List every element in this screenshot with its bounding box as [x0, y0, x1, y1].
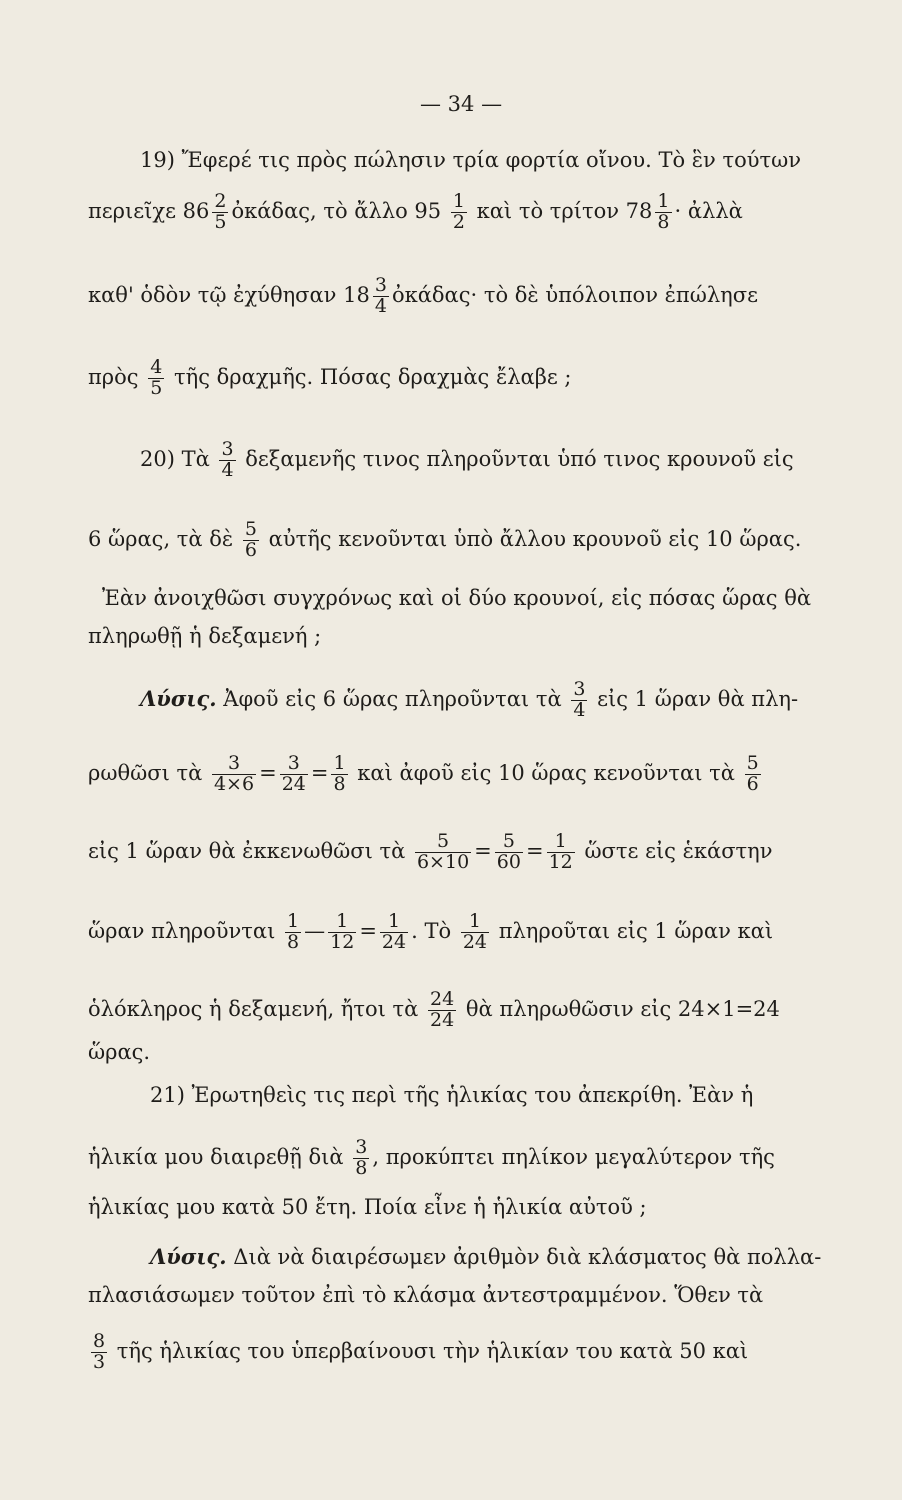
- solution-20-line-2: ρωθῶσι τὰ $\frac{3}{4\times 6}$ = $\frac{3}{24}$ = $\frac{1}{8}$ καὶ ἀφοῦ εἰς 10 ὥρας κενοῦνται τὰ $\frac{5}{6}$: [88, 752, 759, 795]
- fraction: $\frac{2}{5}$: [214, 190, 227, 233]
- solution-21-line-2: πλασιάσωμεν τοῦτον ἐπὶ τὸ κλάσμα ἀντεστραμμένον. Ὅθεν τὰ: [88, 1283, 764, 1307]
- fraction: $\frac{1}{12}$: [330, 910, 355, 953]
- solution-20-line-6: ὥρας.: [88, 1040, 151, 1064]
- problem-21-line-1: 21) Ἐρωτηθεὶς τις περὶ τῆς ἡλικίας του ἀπεκρίθη. Ἐὰν ἡ: [150, 1083, 754, 1107]
- fraction: $\frac{3}{4\times 6}$: [213, 752, 255, 795]
- fraction: $\frac{5}{6}$: [746, 752, 759, 795]
- fraction: $\frac{3}{4}$: [573, 678, 586, 721]
- fraction: $\frac{1}{24}$: [462, 910, 487, 953]
- solution-label: Λύσις.: [150, 1244, 227, 1269]
- fraction: $\frac{1}{8}$: [657, 190, 670, 233]
- problem-19-line-2: περιεῖχε 86 $\frac{2}{5}$ ὀκάδας, τὸ ἄλλο 95 $\frac{1}{2}$ καὶ τὸ τρίτον 78 $\frac{1}{8}$ · ἀλλὰ: [88, 190, 743, 233]
- fraction: $\frac{5}{6}$: [244, 518, 257, 561]
- problem-21-line-2: ἡλικία μου διαιρεθῇ διὰ $\frac{3}{8}$ , προκύπτει πηλίκον μεγαλύτερον τῆς: [88, 1136, 775, 1179]
- problem-21-line-3: ἡλικίας μου κατὰ 50 ἔτη. Ποία εἶνε ἡ ἡλικία αὐτοῦ ;: [88, 1195, 647, 1219]
- fraction: $\frac{1}{12}$: [548, 830, 573, 873]
- fraction: $\frac{1}{8}$: [333, 752, 346, 795]
- problem-20-line-1: 20) Τὰ $\frac{3}{4}$ δεξαμενῆς τινος πληροῦνται ὑπό τινος κρουνοῦ εἰς: [140, 438, 794, 481]
- solution-20-line-4: ὥραν πληροῦνται $\frac{1}{8}$ — $\frac{1}{12}$ = $\frac{1}{24}$ . Τὸ $\frac{1}{24}$ πληροῦται εἰς 1 ὥραν καὶ: [88, 910, 774, 953]
- fraction: $\frac{5}{6\times 10}$: [416, 830, 470, 873]
- fraction: $\frac{1}{24}$: [381, 910, 407, 953]
- fraction: $\frac{3}{4}$: [374, 274, 387, 317]
- problem-19-line-4: πρὸς $\frac{4}{5}$ τῆς δραχμῆς. Πόσας δραχμὰς ἔλαβε ;: [88, 356, 572, 399]
- fraction: $\frac{5}{60}$: [496, 830, 521, 873]
- solution-21-line-3: $\frac{8}{3}$ τῆς ἡλικίας του ὑπερβαίνουσι τὴν ἡλικίαν του κατὰ 50 καὶ: [93, 1330, 749, 1373]
- fraction: $\frac{3}{4}$: [221, 438, 234, 481]
- problem-19-line-3: καθ' ὁδὸν τῷ ἐχύθησαν 18 $\frac{3}{4}$ ὀκάδας· τὸ δὲ ὑπόλοιπον ἐπώλησε: [88, 274, 758, 317]
- solution-21-line-1: Λύσις. Διὰ νὰ διαιρέσωμεν ἀριθμὸν διὰ κλάσματος θὰ πολλα-: [150, 1244, 822, 1269]
- solution-20-line-5: ὁλόκληρος ἡ δεξαμενή, ἤτοι τὰ $\frac{24}{24}$ θὰ πληρωθῶσιν εἰς 24×1=24: [88, 988, 780, 1031]
- solution-label: Λύσις.: [140, 685, 217, 711]
- problem-19-line-1: 19) Ἔφερέ τις πρὸς πώλησιν τρία φορτία οἴνου. Τὸ ἓν τούτων: [140, 148, 802, 172]
- problem-20-line-3: Ἐὰν ἀνοιχθῶσι συγχρόνως καὶ οἱ δύο κρουνοί, εἰς πόσας ὥρας θὰ: [102, 586, 812, 610]
- fraction: $\frac{1}{8}$: [287, 910, 300, 953]
- solution-20-line-1: Λύσις. Ἀφοῦ εἰς 6 ὥρας πληροῦνται τὰ $\frac{3}{4}$ εἰς 1 ὥραν θὰ πλη-: [140, 678, 799, 721]
- fraction: $\frac{4}{5}$: [150, 356, 163, 399]
- problem-20-line-4: πληρωθῇ ἡ δεξαμενή ;: [88, 624, 322, 648]
- problem-20-line-2: 6 ὥρας, τὰ δὲ $\frac{5}{6}$ αὐτῆς κενοῦνται ὑπὸ ἄλλου κρουνοῦ εἰς 10 ὥρας.: [88, 518, 802, 561]
- solution-20-line-3: εἰς 1 ὥραν θὰ ἐκκενωθῶσι τὰ $\frac{5}{6\times 10}$ = $\frac{5}{60}$ = $\frac{1}{12}$ ὥστε εἰς ἑκάστην: [88, 830, 773, 873]
- page-number: — 34 —: [420, 92, 503, 116]
- fraction: $\frac{8}{3}$: [93, 1330, 106, 1373]
- fraction: $\frac{3}{24}$: [281, 752, 306, 795]
- fraction: $\frac{1}{2}$: [452, 190, 465, 233]
- fraction: $\frac{3}{8}$: [355, 1136, 368, 1179]
- fraction: $\frac{24}{24}$: [430, 988, 455, 1031]
